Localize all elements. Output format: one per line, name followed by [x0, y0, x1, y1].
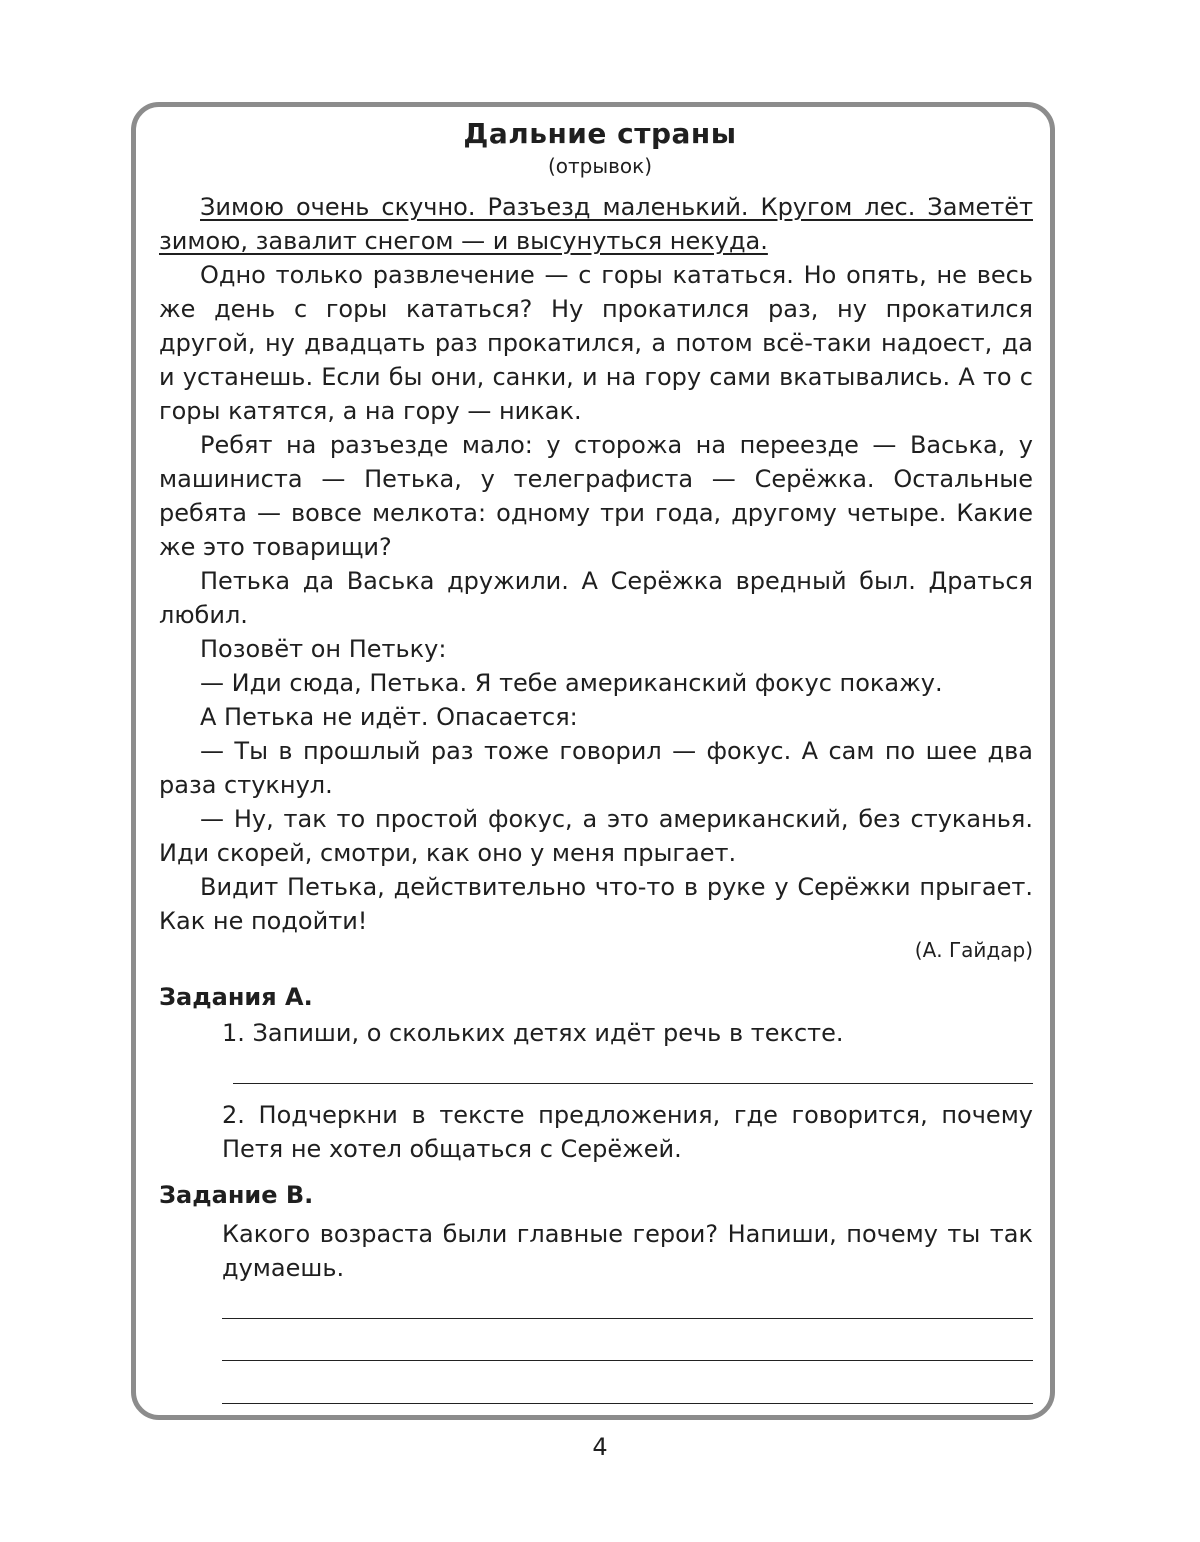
story-paragraph: — Ты в прошлый раз тоже говорил — фокус. А сам по шее два раза стукнул.	[159, 737, 1033, 799]
page-number: 4	[592, 1433, 608, 1461]
task-b-text: Какого возраста были главные герои? Напиши, почему ты так думаешь.	[222, 1220, 1033, 1282]
story-paragraph: Ребят на разъезде мало: у сторожа на переезде — Васька, у машиниста — Петька, у телеграфиста — Серёжка. Остальные ребята — вовсе мелкота: одному три года, другому четыре. Какие же это товарищи?	[159, 431, 1033, 561]
story-paragraph: Видит Петька, действительно что-то в руке у Серёжки прыгает. Как не подойти!	[159, 873, 1033, 935]
story-paragraph: Позовёт он Петьку:	[200, 635, 447, 663]
subtitle: (отрывок)	[547, 154, 653, 178]
page-title: Дальние страны	[463, 117, 737, 150]
tasks-a-heading: Задания А.	[159, 983, 313, 1011]
author-attribution: (А. Гайдар)	[914, 938, 1033, 962]
task-b-heading: Задание В.	[159, 1181, 314, 1209]
underlined-sentences: Зимою очень скучно. Разъезд маленький. Кругом лес. Заметёт зимою, завалит снегом — и высунуться некуда.	[159, 193, 1033, 255]
task-a1-text: 1. Запиши, о скольких детях идёт речь в тексте.	[222, 1019, 844, 1047]
story-paragraph: — Иди сюда, Петька. Я тебе американский фокус покажу.	[200, 669, 943, 697]
task-a2-text: 2. Подчеркни в тексте предложения, где говорится, почему Петя не хотел общаться с Серёжей.	[222, 1101, 1033, 1163]
story-paragraph: А Петька не идёт. Опасается:	[200, 703, 578, 731]
story-paragraph	[159, 190, 1033, 258]
story-text	[159, 190, 1033, 938]
story-paragraph: — Ну, так то простой фокус, а это американский, без стуканья. Иди скорей, смотри, как оно у меня прыгает.	[159, 805, 1033, 867]
story-paragraph: Петька да Васька дружили. А Серёжка вредный был. Драться любил.	[159, 567, 1033, 629]
answer-line-b2[interactable]	[222, 1360, 1033, 1361]
answer-line-a1[interactable]	[233, 1083, 1033, 1084]
answer-line-b1[interactable]	[222, 1318, 1033, 1319]
answer-line-b3[interactable]	[222, 1403, 1033, 1404]
story-paragraph: Одно только развлечение — с горы кататься. Но опять, не весь же день с горы кататься? Ну прокатился раз, ну прокатился другой, ну двадцать раз прокатился, а потом всё-таки надоест, да и устанешь. Если бы они, санки, и на гору сами вкатывались. А то с горы катятся, а на гору — никак.	[159, 261, 1033, 425]
